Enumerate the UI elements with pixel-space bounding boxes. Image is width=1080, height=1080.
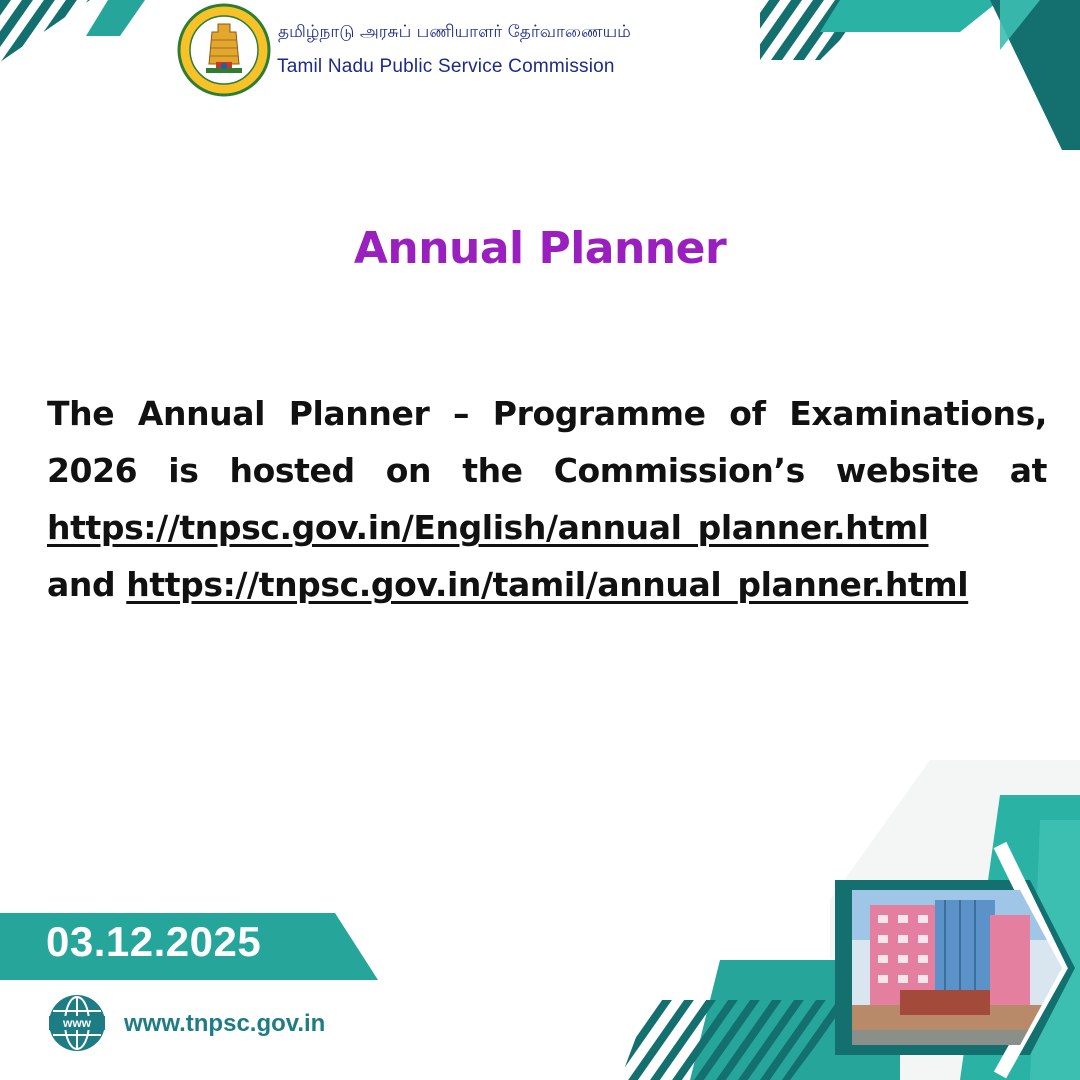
org-name-tamil: தமிழ்நாடு அரசுப் பணியாளர் தேர்வாணையம்: [278, 22, 631, 42]
building-photo: [852, 890, 1062, 1045]
announcement-text: [47, 385, 1047, 613]
org-name-english: Tamil Nadu Public Service Commission: [277, 56, 615, 77]
body-line-1: The Annual Planner – Programme of Examinations,: [47, 394, 1047, 433]
page-title: Annual Planner: [353, 223, 727, 274]
date-label: 03.12.2025: [46, 918, 262, 965]
tamil-nadu-emblem-icon: [176, 2, 272, 98]
english-planner-link[interactable]: https://tnpsc.gov.in/English/annual_planner.html: [47, 508, 929, 547]
top-right-decoration: [760, 0, 1080, 150]
body-line-2: 2026 is hosted on the Commission’s website at: [47, 451, 1047, 490]
globe-www-icon: [47, 993, 107, 1053]
globe-label: www: [62, 1016, 92, 1030]
website-link[interactable]: www.tnpsc.gov.in: [124, 1010, 326, 1037]
tamil-planner-link[interactable]: https://tnpsc.gov.in/tamil/annual_planner.html: [126, 565, 969, 604]
connector-text: and: [47, 565, 116, 604]
top-left-decoration: [0, 0, 148, 62]
